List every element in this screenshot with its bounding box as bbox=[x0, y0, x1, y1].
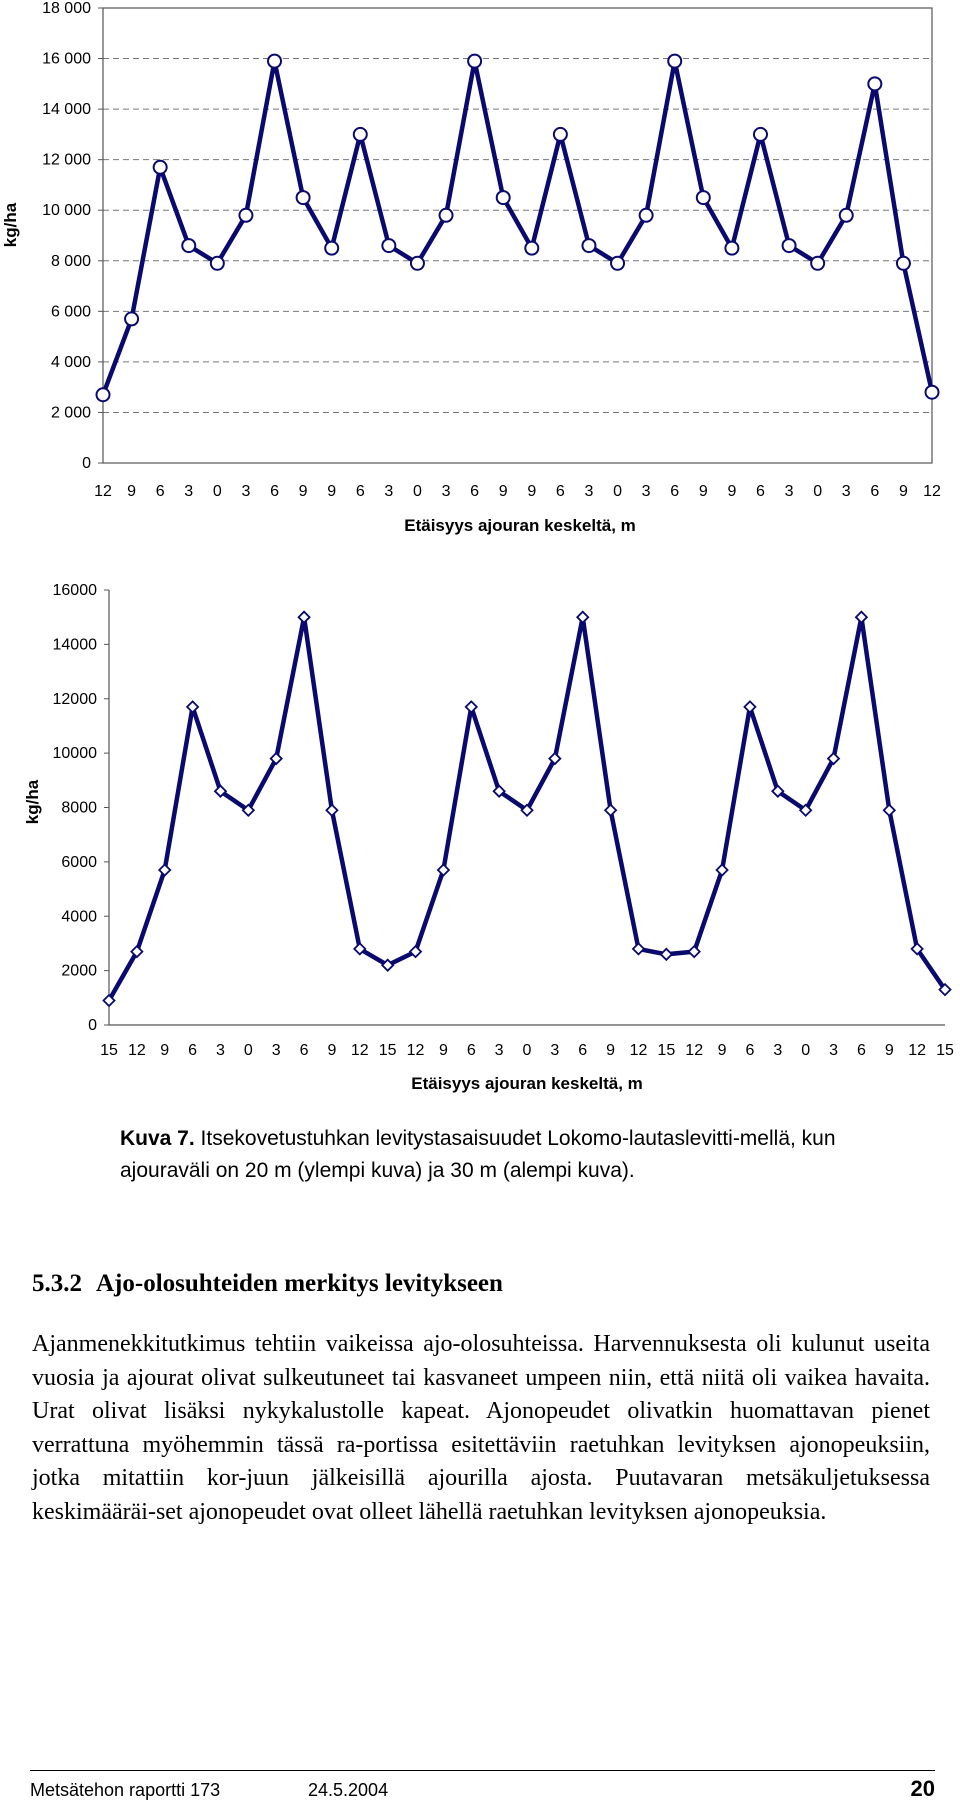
chart-axes bbox=[98, 8, 932, 463]
data-point bbox=[926, 386, 939, 399]
data-point bbox=[868, 77, 881, 90]
data-point bbox=[582, 239, 595, 252]
x-tick-label: 6 bbox=[270, 483, 279, 500]
data-point bbox=[884, 805, 895, 816]
x-tick-label: 12 bbox=[350, 1042, 369, 1059]
data-point bbox=[268, 55, 281, 68]
data-point bbox=[382, 239, 395, 252]
x-tick-label: 3 bbox=[550, 1042, 560, 1059]
x-tick-label: 9 bbox=[438, 1042, 448, 1059]
x-tick-label: 3 bbox=[216, 1042, 225, 1059]
x-tick-label: 3 bbox=[271, 1042, 281, 1059]
x-tick-label: 9 bbox=[498, 483, 508, 500]
y-tick-label: 2000 bbox=[61, 962, 97, 980]
data-point bbox=[468, 55, 481, 68]
footer-date: 24.5.2004 bbox=[308, 1780, 389, 1800]
x-tick-label: 3 bbox=[641, 483, 651, 500]
x-tick-label: 12 bbox=[923, 483, 941, 500]
data-point bbox=[668, 55, 681, 68]
x-tick-label: 6 bbox=[470, 483, 480, 500]
x-tick-label: 12 bbox=[406, 1042, 425, 1059]
x-tick-label: 6 bbox=[578, 1042, 588, 1059]
data-point bbox=[182, 239, 195, 252]
series-line bbox=[103, 61, 932, 395]
x-tick-label: 6 bbox=[670, 483, 680, 500]
data-point bbox=[187, 701, 198, 712]
data-point bbox=[725, 242, 738, 255]
data-point bbox=[159, 865, 170, 876]
page-number: 20 bbox=[910, 1776, 935, 1801]
data-point bbox=[661, 949, 672, 960]
x-tick-label: 12 bbox=[127, 1042, 146, 1059]
y-tick-label: 16000 bbox=[52, 582, 97, 599]
x-tick-label: 6 bbox=[355, 483, 365, 500]
x-tick-label: 15 bbox=[378, 1042, 397, 1059]
data-point bbox=[577, 612, 588, 623]
y-tick-label: 14000 bbox=[52, 636, 97, 654]
data-point bbox=[689, 946, 700, 957]
section-number: 5.3.2 bbox=[32, 1270, 82, 1297]
x-tick-label: 3 bbox=[241, 483, 251, 500]
data-point bbox=[154, 161, 167, 174]
x-tick-label: 9 bbox=[327, 1042, 337, 1059]
data-series bbox=[104, 612, 951, 1006]
x-axis-label: Etäisyys ajouran keskeltä, m bbox=[411, 1074, 643, 1093]
data-point bbox=[299, 612, 310, 623]
y-tick-label: 14 000 bbox=[42, 101, 91, 119]
data-point bbox=[633, 943, 644, 954]
x-tick-label: 9 bbox=[698, 483, 708, 500]
data-point bbox=[466, 701, 477, 712]
x-tick-label: 3 bbox=[184, 483, 194, 500]
x-tick-labels bbox=[100, 1042, 954, 1059]
y-tick-label: 10000 bbox=[52, 745, 97, 763]
x-tick-label: 6 bbox=[555, 483, 565, 500]
data-point bbox=[440, 209, 453, 222]
data-point bbox=[811, 257, 824, 270]
x-tick-label: 9 bbox=[898, 483, 908, 500]
x-tick-label: 0 bbox=[613, 483, 623, 500]
x-tick-label: 12 bbox=[685, 1042, 704, 1059]
x-tick-label: 3 bbox=[584, 483, 594, 500]
x-tick-label: 3 bbox=[841, 483, 851, 500]
y-tick-label: 12 000 bbox=[42, 151, 91, 169]
chart-gridlines bbox=[103, 8, 932, 412]
data-point bbox=[497, 191, 510, 204]
x-tick-label: 0 bbox=[412, 483, 422, 500]
x-tick-label: 6 bbox=[466, 1042, 476, 1059]
x-tick-label: 6 bbox=[756, 483, 765, 500]
x-tick-label: 6 bbox=[188, 1042, 198, 1059]
x-tick-label: 9 bbox=[727, 483, 737, 500]
x-tick-label: 0 bbox=[801, 1042, 811, 1059]
data-point bbox=[125, 312, 138, 325]
y-tick-label: 4000 bbox=[61, 908, 97, 926]
lower-spread-chart bbox=[0, 575, 960, 1095]
data-point bbox=[239, 209, 252, 222]
y-tick-label: 18 000 bbox=[42, 0, 91, 17]
figure-label: Kuva 7. bbox=[120, 1127, 195, 1150]
x-tick-label: 9 bbox=[160, 1042, 170, 1059]
y-tick-label: 10 000 bbox=[42, 202, 91, 220]
x-tick-label: 0 bbox=[522, 1042, 532, 1059]
x-tick-label: 9 bbox=[298, 483, 308, 500]
body-paragraph: Ajanmenekkitutkimus tehtiin vaikeissa ajo-olosuhteissa. Harvennuksesta oli kulunut useita vuosia ja ajourat olivat sulkeutuneet tai kasvaneet umpeen niin, että niitä oli vaikea havaita. Urat olivat lisäksi nykykalustolle kapeat. Ajonopeudet olivatkin huomattavan pienet verrattuna myöhemmin tässä ra-portissa esitettäviin raetuhkan levityksen ajonopeuksiin, jotka mitattiin kor-juun jälkeisillä ajourilla ajosta. Puutavaran metsäkuljetuksessa keskimääräi-set ajonopeudet ovat olleet lähellä raetuhkan levityksen ajonopeuksia. bbox=[32, 1331, 930, 1525]
y-axis-label: kg/ha bbox=[1, 202, 20, 248]
x-axis-label: Etäisyys ajouran keskeltä, m bbox=[404, 516, 636, 535]
x-tick-label: 12 bbox=[629, 1042, 648, 1059]
y-tick-label: 8000 bbox=[61, 799, 97, 817]
data-point bbox=[897, 257, 910, 270]
y-tick-labels bbox=[42, 0, 91, 472]
data-point bbox=[717, 865, 728, 876]
x-tick-label: 6 bbox=[745, 1042, 755, 1059]
figure-caption bbox=[120, 1123, 920, 1187]
page-footer bbox=[30, 1776, 935, 1804]
x-tick-label: 3 bbox=[829, 1042, 838, 1059]
x-tick-label: 15 bbox=[657, 1042, 676, 1059]
data-point bbox=[354, 128, 367, 141]
x-tick-label: 0 bbox=[813, 483, 823, 500]
x-tick-label: 6 bbox=[299, 1042, 309, 1059]
y-tick-label: 16 000 bbox=[42, 50, 91, 68]
data-point bbox=[325, 242, 338, 255]
y-axis-label: kg/ha bbox=[23, 779, 42, 825]
data-point bbox=[840, 209, 853, 222]
x-tick-label: 9 bbox=[606, 1042, 616, 1059]
data-point bbox=[554, 128, 567, 141]
data-series bbox=[97, 55, 939, 402]
data-point bbox=[605, 805, 616, 816]
section-title: Ajo-olosuhteiden merkitys levitykseen bbox=[96, 1270, 503, 1297]
y-tick-label: 12000 bbox=[52, 690, 97, 708]
x-tick-label: 9 bbox=[884, 1042, 894, 1059]
x-tick-label: 6 bbox=[870, 483, 880, 500]
x-tick-label: 6 bbox=[155, 483, 165, 500]
data-point bbox=[611, 257, 624, 270]
x-tick-label: 3 bbox=[494, 1042, 504, 1059]
x-tick-label: 3 bbox=[384, 483, 394, 500]
data-point bbox=[411, 257, 424, 270]
x-tick-label: 15 bbox=[936, 1042, 954, 1059]
x-tick-label: 0 bbox=[243, 1042, 253, 1059]
footer-rule bbox=[30, 1770, 935, 1771]
y-tick-label: 4 000 bbox=[50, 353, 91, 371]
data-point bbox=[525, 242, 538, 255]
section-heading bbox=[32, 1270, 503, 1298]
data-point bbox=[856, 612, 867, 623]
data-point bbox=[211, 257, 224, 270]
data-point bbox=[297, 191, 310, 204]
data-point bbox=[744, 701, 755, 712]
x-tick-label: 15 bbox=[100, 1042, 118, 1059]
y-tick-label: 6000 bbox=[61, 853, 97, 871]
y-tick-label: 0 bbox=[82, 455, 91, 472]
upper-spread-chart bbox=[0, 0, 960, 560]
footer-report-title: Metsätehon raportti 173 bbox=[30, 1780, 221, 1800]
figure-caption-text: Itsekovetustuhkan levitystasaisuudet Lokomo-lautaslevitti-mellä, kun ajouraväli on 20 m (ylempi kuva) ja 30 m (alempi kuva). bbox=[120, 1127, 836, 1182]
x-tick-label: 12 bbox=[94, 483, 112, 500]
data-point bbox=[697, 191, 710, 204]
data-point bbox=[754, 128, 767, 141]
y-tick-label: 2 000 bbox=[50, 404, 91, 422]
y-tick-labels bbox=[53, 582, 98, 1034]
x-tick-label: 3 bbox=[784, 483, 794, 500]
x-tick-label: 9 bbox=[127, 483, 137, 500]
x-tick-labels bbox=[94, 483, 941, 500]
x-tick-label: 3 bbox=[441, 483, 451, 500]
y-tick-label: 8 000 bbox=[50, 252, 91, 270]
y-tick-label: 6 000 bbox=[50, 303, 91, 321]
x-tick-label: 9 bbox=[327, 483, 337, 500]
data-point bbox=[783, 239, 796, 252]
y-tick-label: 0 bbox=[88, 1017, 97, 1034]
x-tick-label: 3 bbox=[773, 1042, 783, 1059]
x-tick-label: 0 bbox=[212, 483, 222, 500]
x-tick-label: 12 bbox=[908, 1042, 927, 1059]
x-tick-label: 9 bbox=[717, 1042, 727, 1059]
data-point bbox=[438, 865, 449, 876]
x-tick-label: 9 bbox=[527, 483, 537, 500]
data-point bbox=[640, 209, 653, 222]
plot-frame bbox=[103, 8, 932, 463]
data-point bbox=[326, 805, 337, 816]
x-tick-label: 6 bbox=[856, 1042, 866, 1059]
data-point bbox=[97, 388, 110, 401]
